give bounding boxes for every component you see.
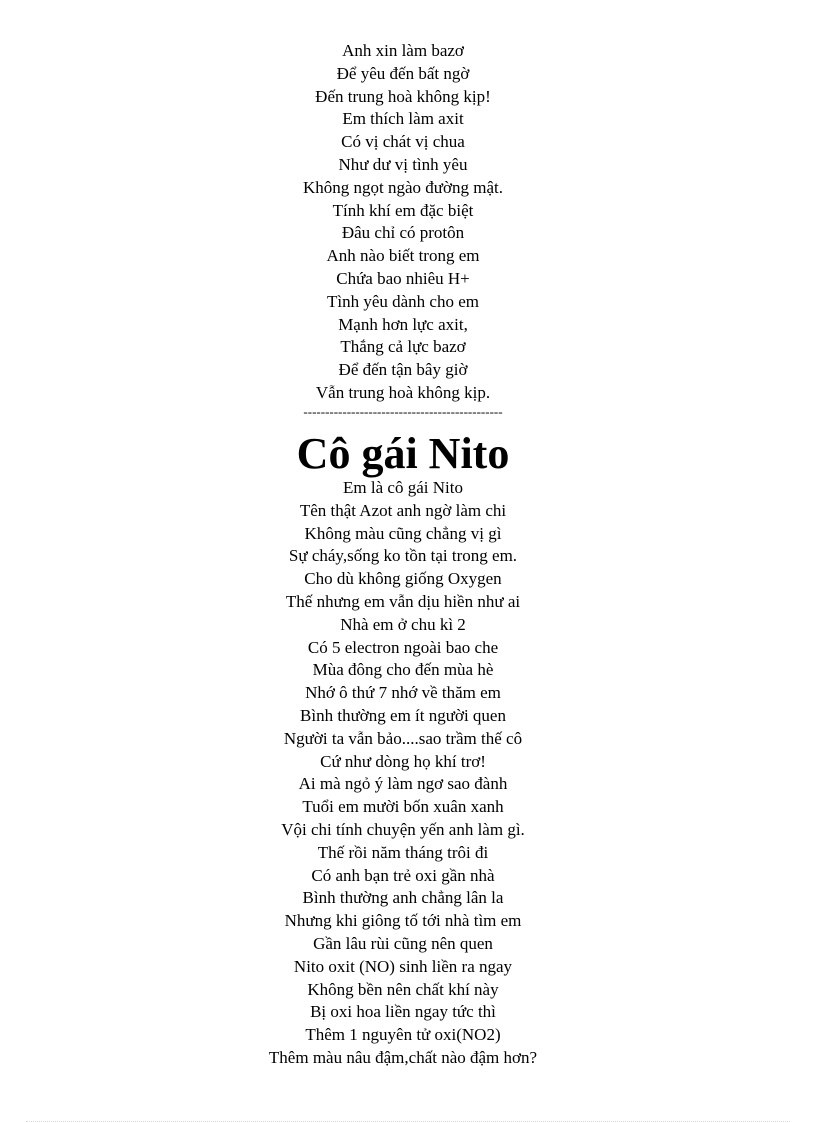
poem-line: Tình yêu dành cho em [326, 291, 479, 311]
poem-line: Vẫn trung hoà không kịp. [315, 382, 491, 402]
poem-line: Thế rồi năm tháng trôi đi [317, 842, 489, 862]
poem-line: Có vị chát vị chua [341, 132, 465, 152]
poem-line: Vội chi tính chuyện yến anh làm gì. [281, 819, 525, 839]
poem-line: Đến trung hoà không kịp! [315, 86, 491, 106]
poem-line: Anh xin làm bazơ [342, 41, 464, 60]
poem-line: Tuổi em mười bốn xuân xanh [302, 797, 504, 817]
poem-line: Chứa bao nhiêu H+ [336, 268, 470, 288]
poem-line: Không bền nên chất khí này [307, 979, 499, 999]
poem-line: Tên thật Azot anh ngờ làm chi [299, 500, 507, 520]
poem-line: Nhớ ô thứ 7 nhớ về thăm em [305, 683, 501, 703]
poem-line: Thêm 1 nguyên tử oxi(NO2) [305, 1025, 501, 1045]
poem-line: Bị oxi hoa liền ngay tức thì [310, 1002, 496, 1022]
poem-line: Thế nhưng em vẫn dịu hiền như ai [285, 591, 521, 611]
poem-line: Bình thường em ít người quen [300, 705, 506, 725]
poem-line: Anh nào biết trong em [326, 246, 480, 266]
poem-line: Thêm màu nâu đậm,chất nào đậm hơn? [268, 1047, 538, 1067]
poem-line: Đâu chỉ có protôn [341, 223, 465, 243]
section-divider: ---------------------------------------------- [303, 404, 503, 419]
poem-title: Cô gái Nito [296, 429, 510, 478]
poem-line: Có 5 electron ngoài bao che [307, 637, 499, 657]
poem-line: Thắng cả lực bazơ [340, 337, 466, 357]
poem-line: Không màu cũng chẳng vị gì [304, 523, 502, 543]
poem-line: Như dư vị tình yêu [338, 154, 468, 174]
poem-line: Bình thường anh chẳng lân la [302, 888, 504, 908]
poem-line: Em thích làm axit [342, 109, 464, 129]
poem-line: Không ngọt ngào đường mật. [303, 177, 503, 197]
poem-line: Để yêu đến bất ngờ [336, 63, 470, 83]
poem-line: Sự cháy,sống ko tồn tại trong em. [288, 546, 518, 566]
poem-line: Gần lâu rùi cũng nên quen [313, 933, 493, 953]
poem-line: Người ta vẫn bảo....sao trầm thế cô [283, 728, 523, 748]
poem-line: Tính khí em đặc biệt [332, 200, 474, 220]
poem-line: Cho dù không giống Oxygen [304, 569, 502, 589]
page-bottom-rule [26, 1121, 790, 1122]
poem-line: Cứ như dòng họ khí trơ! [320, 751, 486, 771]
poem-line: Để đến tận bây giờ [338, 360, 468, 380]
poem-line: Nito oxit (NO) sinh liền ra ngay [293, 956, 513, 976]
poem-line: Ai mà ngỏ ý làm ngơ sao đành [298, 774, 508, 794]
poem-line: Nhưng khi giông tố tới nhà tìm em [284, 911, 522, 931]
poem-acid-base [0, 40, 806, 405]
poem-line: Nhà em ở chu kì 2 [340, 614, 466, 634]
poem-line: Mạnh hơn lực axit, [338, 314, 468, 334]
poem-line: Có anh bạn trẻ oxi gần nhà [311, 865, 495, 885]
poem-line: Em là cô gái Nito [343, 478, 463, 497]
poem-nitrogen-girl [0, 477, 806, 1070]
poem-line: Mùa đông cho đến mùa hè [312, 660, 494, 680]
